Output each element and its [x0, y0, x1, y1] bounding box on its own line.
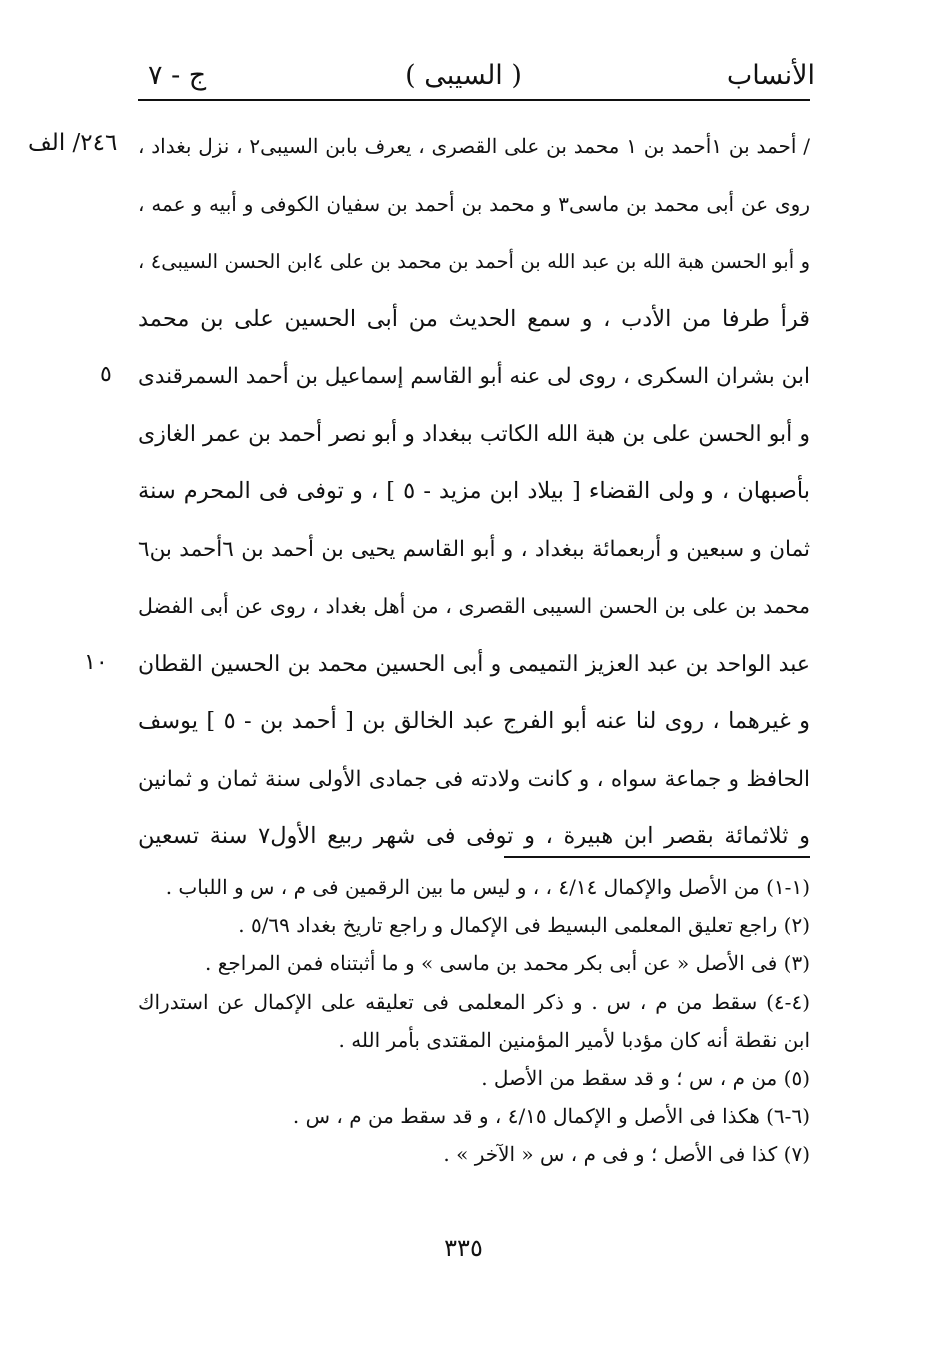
- footnote: (٤-٤) سقط من م ، س . و ذكر المعلمى فى تعليقه على الإكمال عن استدراك: [138, 989, 810, 1014]
- text-line: و أبو الحسن هبة الله بن عبد الله بن أحمد بن محمد بن على ٤ابن الحسن السيبى٤ ،: [138, 250, 810, 273]
- footnote-continuation: ابن نقطة أنه كان مؤدبا لأمير المؤمنين المقتدى بأمر الله .: [338, 1027, 810, 1052]
- text-line: بأصبهان ، و ولى القضاء [ بيلاد ابن مزيد - ٥ ] ، و توفى فى المحرم سنة: [138, 478, 810, 504]
- margin-folio-number: ٢٤٦/ الف: [28, 130, 118, 156]
- text-line: روى عن أبى محمد بن ماسى٣ و محمد بن أحمد بن سفيان الكوفى و أبيه و عمه ،: [138, 191, 810, 216]
- footnote: (٢) راجع تعليق المعلمى البسيط فى الإكمال و راجع تاريخ بغداد ٥/٦٩ .: [238, 913, 810, 938]
- text-line: و أبو الحسن على بن هبة الله الكاتب ببغداد و أبو نصر أحمد بن عمر الغازى: [138, 421, 811, 447]
- footnote: (١-١) من الأصل والإكمال ٤/١٤ ، ، و ليس ما بين الرقمين فى م ، س و اللباب .: [165, 875, 810, 899]
- text-line: / أحمد بن ١أحمد بن ١ محمد بن على القصرى ، يعرف بابن السيبى٢ ، نزل بغداد ،: [138, 134, 810, 158]
- footnote: (٣) فى الأصل « عن أبى بكر محمد بن ماسى » و ما أثبتناه فمن المراجع .: [205, 951, 810, 976]
- text-line: و ثلاثمائة بقصر ابن هبيرة ، و توفى فى شهر ربيع الأول٧ سنة تسعين: [138, 823, 810, 849]
- running-header-volume: ج - ٧: [148, 60, 207, 91]
- text-line: قرأ طرفا من الأدب ، و سمع الحديث من أبى الحسين على بن محمد: [138, 305, 810, 332]
- header-rule: [138, 99, 810, 101]
- running-header-title: الأنساب: [726, 60, 815, 91]
- page-number: ٣٣٥: [444, 1234, 483, 1262]
- footnote: (٧) كذا فى الأصل ؛ و فى م ، س « الآخر » .: [443, 1142, 810, 1167]
- footnote: (٥) من م ، س ؛ و قد سقط من الأصل .: [481, 1065, 810, 1090]
- footnote-rule: [504, 856, 810, 858]
- text-line: الحافظ و جماعة سواه ، و كانت ولادته فى جمادى الأولى سنة ثمان و ثمانين: [138, 766, 810, 792]
- footnotes: [138, 868, 810, 1174]
- margin-line-number-10: ١٠: [84, 650, 108, 675]
- text-line: محمد بن على بن الحسن السيبى القصرى ، من أهل بغداد ، روى عن أبى الفضل: [138, 594, 810, 618]
- footnote: (٦-٦) هكذا فى الأصل و الإكمال ٤/١٥ ، و قد سقط من م ، س .: [292, 1104, 810, 1129]
- text-line: عبد الواحد بن عبد العزيز التميمى و أبى الحسين محمد بن الحسين القطان: [138, 651, 810, 677]
- main-text: [138, 118, 810, 866]
- text-line: ابن بشران السكرى ، روى لى عنه أبو القاسم إسماعيل بن أحمد السمرقندى: [138, 364, 810, 389]
- running-header-section: ( السيبى ): [405, 60, 522, 91]
- text-line: ثمان و سبعين و أربعمائة ببغداد ، و أبو القاسم يحيى بن أحمد بن ٦أحمد بن٦: [138, 536, 810, 562]
- text-line: و غيرهما ، روى لنا عنه أبو الفرج عبد الخالق بن [ أحمد بن - ٥ ] يوسف: [138, 708, 810, 734]
- margin-line-number-5: ٥: [100, 362, 112, 387]
